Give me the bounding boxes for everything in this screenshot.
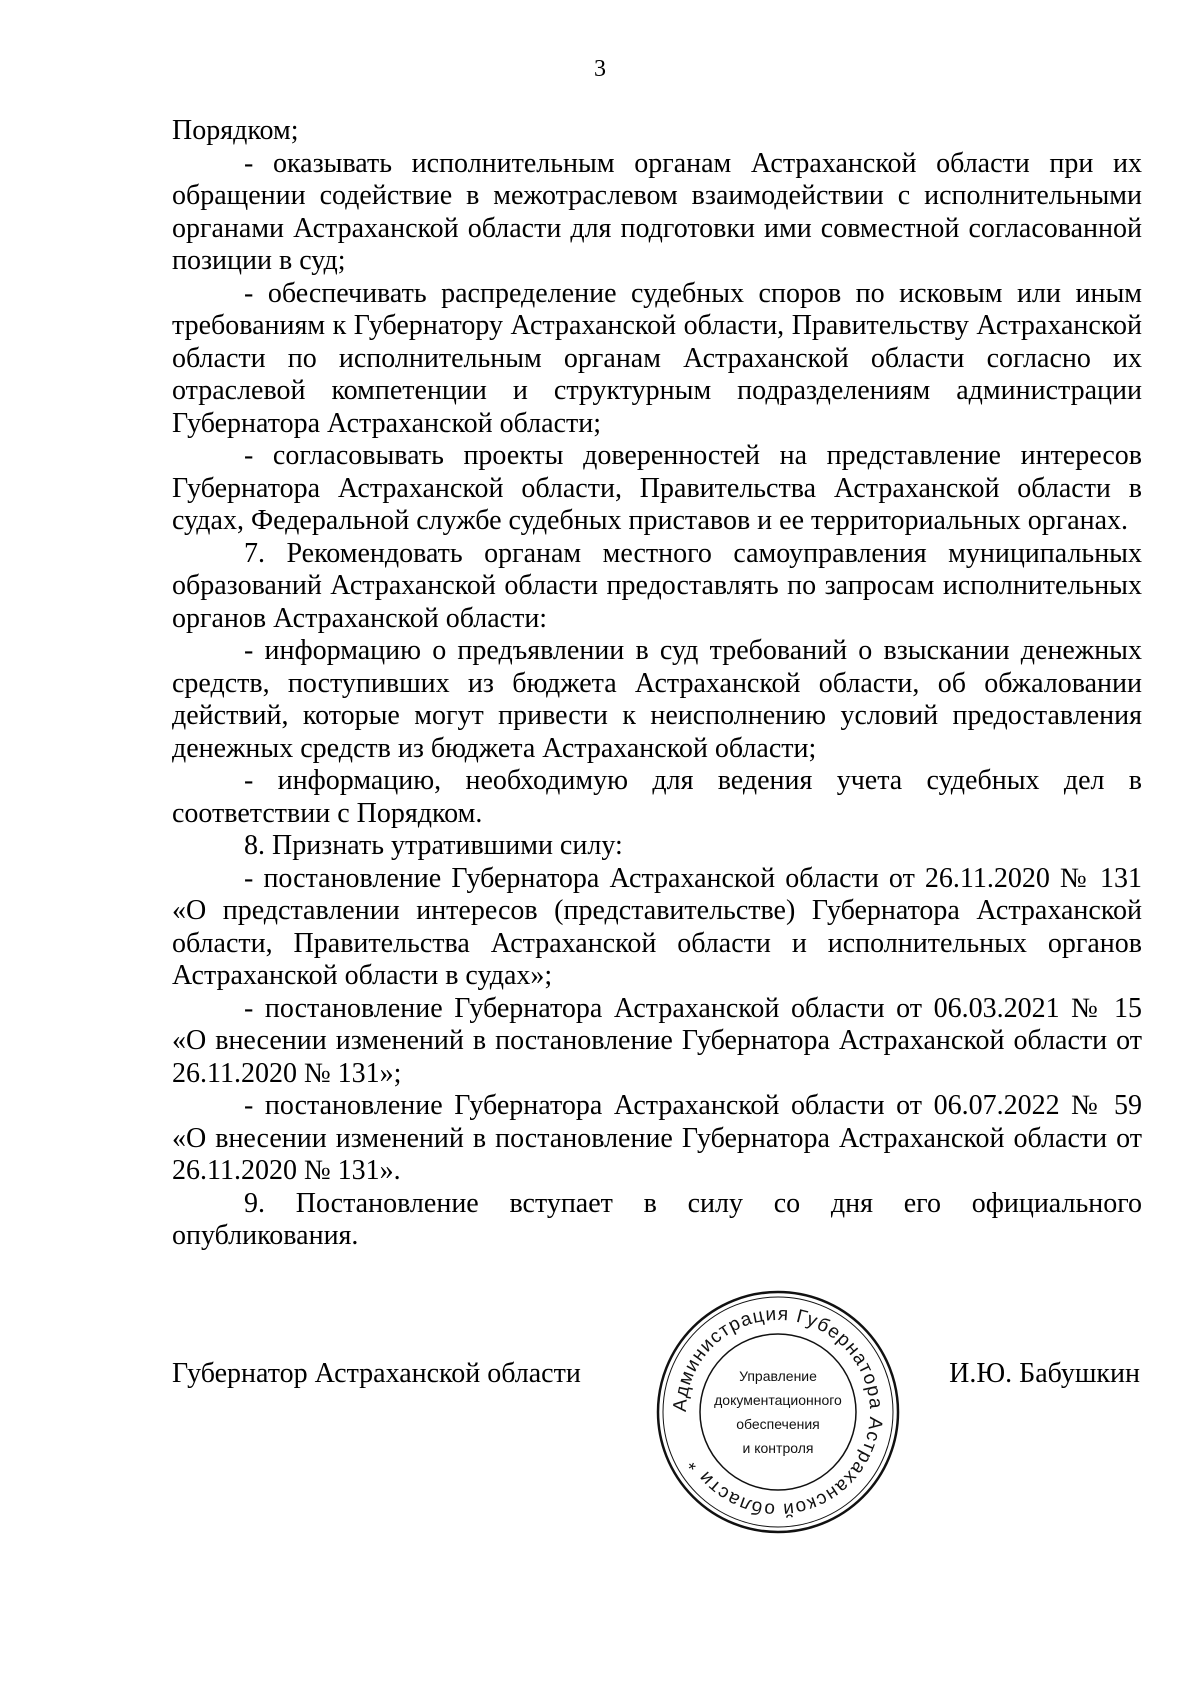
- seal-inner-line: документационного: [714, 1392, 842, 1408]
- document-body: [172, 115, 1142, 1253]
- paragraph: - информацию о предъявлении в суд требований о взыскании денежных средств, поступивших из бюджета Астраханской области, об обжаловании действий, которые могут привести к неисполнению условий предоставления денежных средств из бюджета Астраханской области;: [172, 635, 1142, 764]
- paragraph: - постановление Губернатора Астраханской области от 06.03.2021 № 15 «О внесении изменений в постановление Губернатора Астраханской области от 26.11.2020 № 131»;: [172, 992, 1142, 1089]
- seal-inner-line: Управление: [739, 1368, 817, 1384]
- signatory-position: Губернатор Астраханской области: [172, 1358, 581, 1389]
- paragraph: - постановление Губернатора Астраханской области от 26.11.2020 № 131 «О представлении интересов (представительстве) Губернатора Астраханской области, Правительства Астраханской области и исполнительных органов Астраханской области в судах»;: [172, 862, 1142, 991]
- paragraph: - обеспечивать распределение судебных споров по исковым или иным требованиям к Губернатору Астраханской области, Правительству Астраханской области по исполнительным органам Астраханской области согласно их отраслевой компетенции и структурным подразделениям администрации Губернатора Астраханской области;: [172, 277, 1142, 439]
- official-seal: [654, 1288, 902, 1536]
- seal-ring-text: Администрация Губернатора Астраханской области *: [669, 1303, 887, 1521]
- page-number: 3: [594, 56, 606, 82]
- paragraph: 7. Рекомендовать органам местного самоуправления муниципальных образований Астраханской области предоставлять по запросам исполнительных органов Астраханской области:: [172, 537, 1142, 634]
- seal-inner-line: обеспечения: [736, 1416, 820, 1432]
- paragraph: - оказывать исполнительным органам Астраханской области при их обращении содействие в межотраслевом взаимодействии с исполнительными органами Астраханской области для подготовки ими совместной согласованной позиции в суд;: [172, 147, 1142, 276]
- paragraph: 9. Постановление вступает в силу со дня его официального опубликования.: [172, 1187, 1142, 1251]
- paragraph: - информацию, необходимую для ведения учета судебных дел в соответствии с Порядком.: [172, 765, 1142, 829]
- paragraph: - постановление Губернатора Астраханской области от 06.07.2022 № 59 «О внесении изменений в постановление Губернатора Астраханской области от 26.11.2020 № 131».: [172, 1090, 1142, 1186]
- signatory-name: И.Ю. Бабушкин: [949, 1358, 1140, 1389]
- paragraph: 8. Признать утратившими силу:: [244, 830, 623, 861]
- seal-inner-text: [654, 1364, 902, 1460]
- paragraph: - согласовывать проекты доверенностей на представление интересов Губернатора Астраханской области, Правительства Астраханской области в судах, Федеральной службе судебных приставов и ее территориальных органах.: [172, 440, 1142, 536]
- seal-inner-line: и контроля: [742, 1440, 814, 1456]
- paragraph: Порядком;: [172, 115, 299, 146]
